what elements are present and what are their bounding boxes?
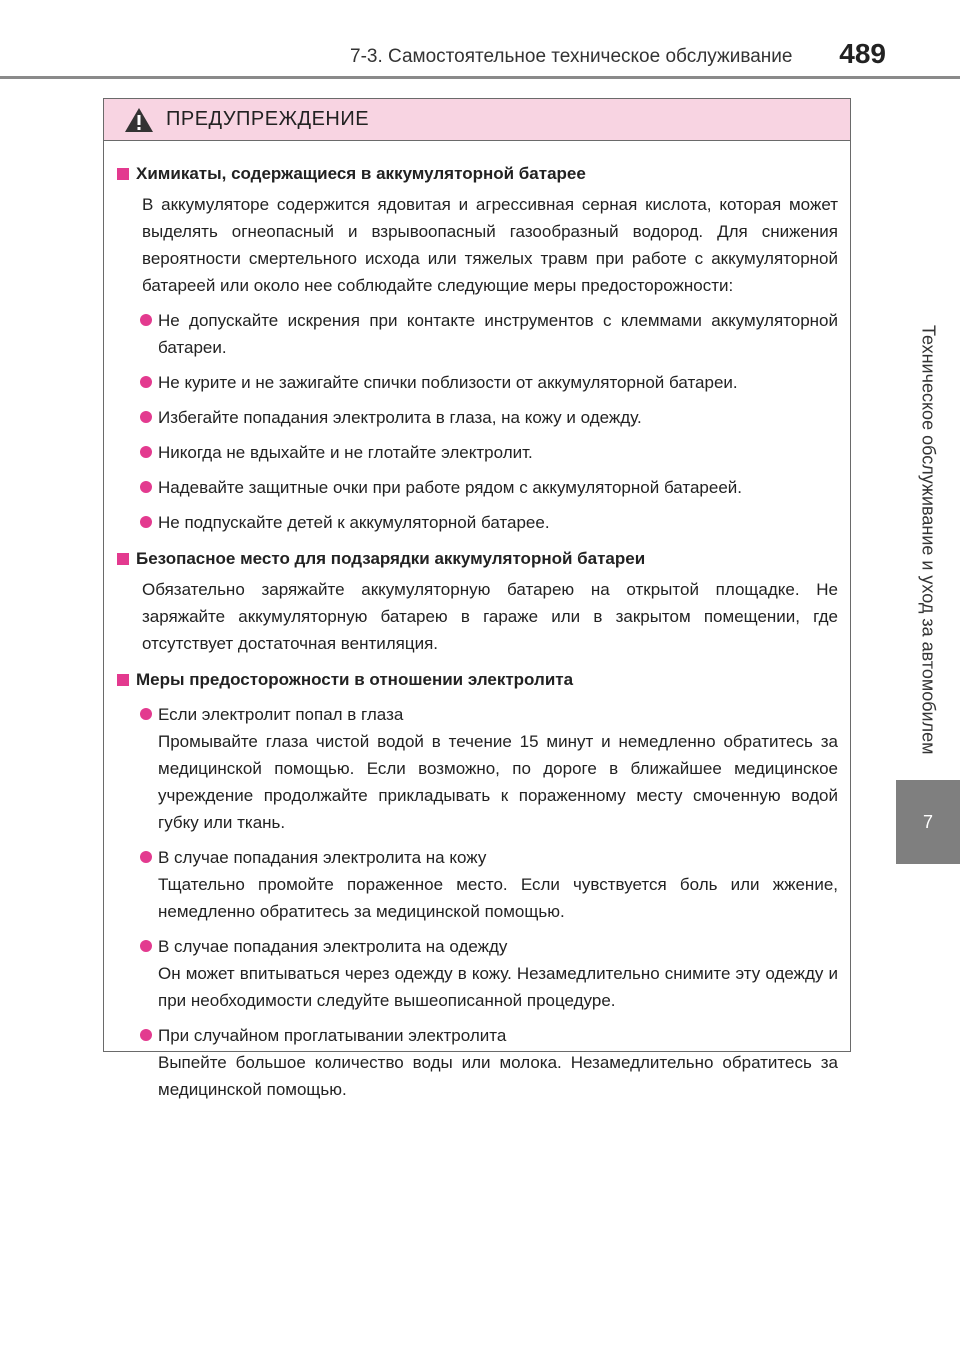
round-bullet-icon xyxy=(140,446,152,458)
warning-triangle-icon xyxy=(124,107,154,133)
list-item xyxy=(140,844,838,925)
chapter-number: 7 xyxy=(922,811,933,832)
section-title: 7-3. Самостоятельное техническое обслуживание xyxy=(350,46,793,67)
list-item-text: Не допускайте искрения при контакте инструментов с клеммами аккумуляторной батареи. xyxy=(158,311,838,357)
warning-content xyxy=(104,141,850,1103)
round-bullet-icon xyxy=(140,516,152,528)
warning-header xyxy=(104,99,850,141)
list-item xyxy=(140,509,838,536)
round-bullet-icon xyxy=(140,940,152,952)
section-heading xyxy=(114,667,838,693)
round-bullet-icon xyxy=(140,1029,152,1041)
square-bullet-icon xyxy=(117,553,129,565)
list-item-text: Никогда не вдыхайте и не глотайте электролит. xyxy=(158,443,533,462)
round-bullet-icon xyxy=(140,314,152,326)
section-heading-text: Меры предосторожности в отношении электролита xyxy=(136,670,574,689)
list-item xyxy=(140,474,838,501)
list-item-title: При случайном проглатывании электролита xyxy=(158,1026,507,1045)
list-item xyxy=(140,933,838,1014)
side-tab xyxy=(896,300,960,780)
page-header xyxy=(0,0,960,80)
list-item-body xyxy=(158,933,838,1014)
section-paragraph: Обязательно заряжайте аккумуляторную батарею на открытой площадке. Не заряжайте аккумуляторную батарею в гараже или в закрытом помещении, где отсутствует достаточная вентиляция. xyxy=(142,580,838,653)
list-item xyxy=(140,701,838,836)
list-item xyxy=(140,307,838,361)
list-item xyxy=(140,1022,838,1103)
list-item-title: В случае попадания электролита на кожу xyxy=(158,848,487,867)
list-item xyxy=(140,439,838,466)
warning-box xyxy=(103,98,851,1099)
list-item xyxy=(140,404,838,431)
section-paragraph: В аккумуляторе содержится ядовитая и агрессивная серная кислота, которая может выделять огнеопасный и взрывоопасный газообразный водород. Для снижения вероятности смертельного исхода или тяжелых травм при работе с аккумуляторной батареей или около нее соблюдайте следующие меры предосторожности: xyxy=(142,195,838,295)
list-item-text: Промывайте глаза чистой водой в течение 15 минут и немедленно обратитесь за медицинской помощью. Если возможно, по дороге в ближайшее медицинское учреждение продолжайте прикладывать к пораженному месту смоченную водой губку или ткань. xyxy=(158,732,838,832)
list-item-body xyxy=(158,701,838,836)
round-bullet-icon xyxy=(140,376,152,388)
list-item-title: Если электролит попал в глаза xyxy=(158,705,404,724)
list-item-text: Тщательно промойте пораженное место. Если чувствуется боль или жжение, немедленно обратитесь за медицинской помощью. xyxy=(158,875,838,921)
round-bullet-icon xyxy=(140,708,152,720)
section-heading xyxy=(114,546,838,572)
round-bullet-icon xyxy=(140,481,152,493)
square-bullet-icon xyxy=(117,674,129,686)
list-item-text: Не курите и не зажигайте спички поблизости от аккумуляторной батареи. xyxy=(158,373,738,392)
section-heading xyxy=(114,161,838,187)
list-item-text: Выпейте большое количество воды или молока. Незамедлительно обратитесь за медицинской помощью. xyxy=(158,1053,838,1099)
square-bullet-icon xyxy=(117,168,129,180)
list-item xyxy=(140,369,838,396)
list-item-title: В случае попадания электролита на одежду xyxy=(158,937,508,956)
list-item-text: Избегайте попадания электролита в глаза, на кожу и одежду. xyxy=(158,408,642,427)
page-number: 489 xyxy=(839,38,886,69)
list-item-body xyxy=(158,1022,838,1103)
list-item-body xyxy=(158,844,838,925)
side-tab-label: Техническое обслуживание и уход за автомобилем xyxy=(918,325,939,755)
chapter-tab xyxy=(896,780,960,864)
list-item-text: Он может впитываться через одежду в кожу. Незамедлительно снимите эту одежду и при необходимости следуйте вышеописанной процедуре. xyxy=(158,964,838,1010)
list-item-text: Не подпускайте детей к аккумуляторной батарее. xyxy=(158,513,550,532)
round-bullet-icon xyxy=(140,851,152,863)
header-rule xyxy=(0,76,960,79)
round-bullet-icon xyxy=(140,411,152,423)
list-item-text: Надевайте защитные очки при работе рядом с аккумуляторной батареей. xyxy=(158,478,743,497)
warning-title: ПРЕДУПРЕЖДЕНИЕ xyxy=(166,108,370,130)
section-heading-text: Безопасное место для подзарядки аккумуляторной батареи xyxy=(136,549,646,568)
section-heading-text: Химикаты, содержащиеся в аккумуляторной батарее xyxy=(136,164,586,183)
